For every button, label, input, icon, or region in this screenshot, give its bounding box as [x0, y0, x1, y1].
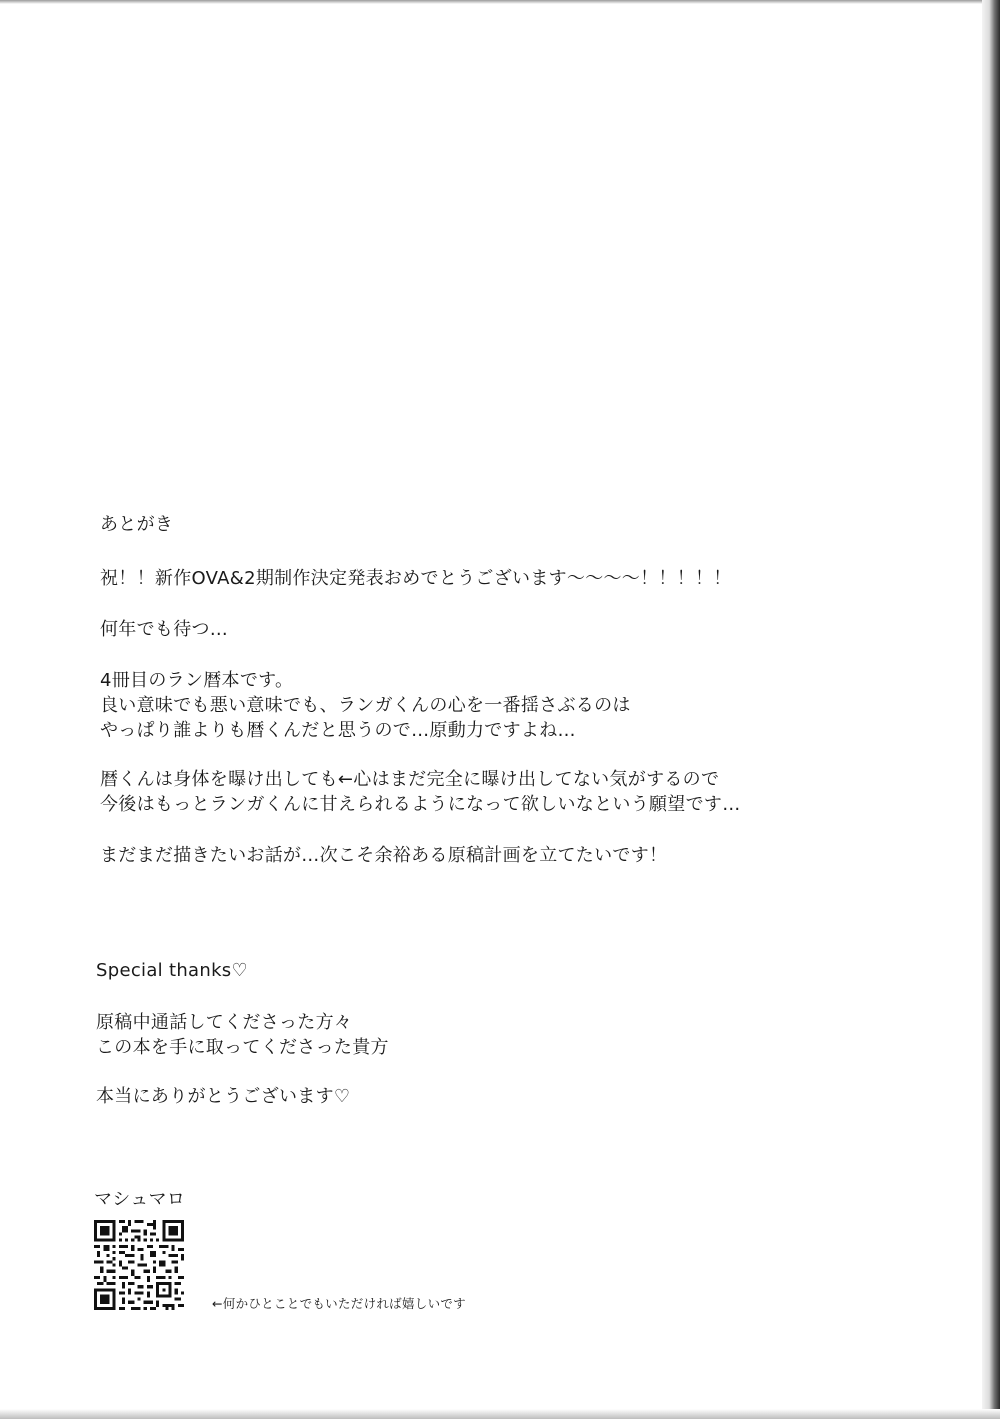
- para1-line3: やっぱり誰よりも暦くんだと思うので…原動力ですよね…: [100, 720, 576, 741]
- qr-code-icon[interactable]: [94, 1220, 184, 1310]
- thanks-line2: この本を手に取ってくださった貴方: [96, 1037, 389, 1058]
- para2-line2: 今後はもっとランガくんに甘えられるようになって欲しいなという願望です…: [100, 794, 741, 815]
- special-thanks-heading: Special thanks♡: [96, 960, 248, 981]
- qr-caption: ←何かひとことでもいただければ嬉しいです: [212, 1296, 466, 1311]
- celebration-line: 祝！！新作OVA&2期制作決定発表おめでとうございます〜〜〜〜！！！！！: [100, 568, 732, 589]
- scan-edge-right: [982, 0, 1000, 1419]
- para1-line1: 4冊目のラン暦本です。: [100, 670, 294, 691]
- para1-line2: 良い意味でも悪い意味でも、ランガくんの心を一番揺さぶるのは: [100, 695, 631, 716]
- para3-line1: まだまだ描きたいお話が…次こそ余裕ある原稿計画を立てたいです！: [100, 845, 668, 866]
- scan-edge-top: [0, 0, 1000, 4]
- wait-line: 何年でも待つ…: [100, 619, 229, 640]
- scan-edge-bottom: [0, 1409, 1000, 1419]
- marshmallow-label: マシュマロ: [94, 1189, 186, 1210]
- afterword-heading: あとがき: [100, 514, 174, 535]
- para2-line1: 暦くんは身体を曝け出しても←心はまだ完全に曝け出してない気がするので: [100, 769, 720, 790]
- thanks-line1: 原稿中通話してくださった方々: [96, 1012, 353, 1033]
- thanks-closing: 本当にありがとうございます♡: [96, 1086, 351, 1107]
